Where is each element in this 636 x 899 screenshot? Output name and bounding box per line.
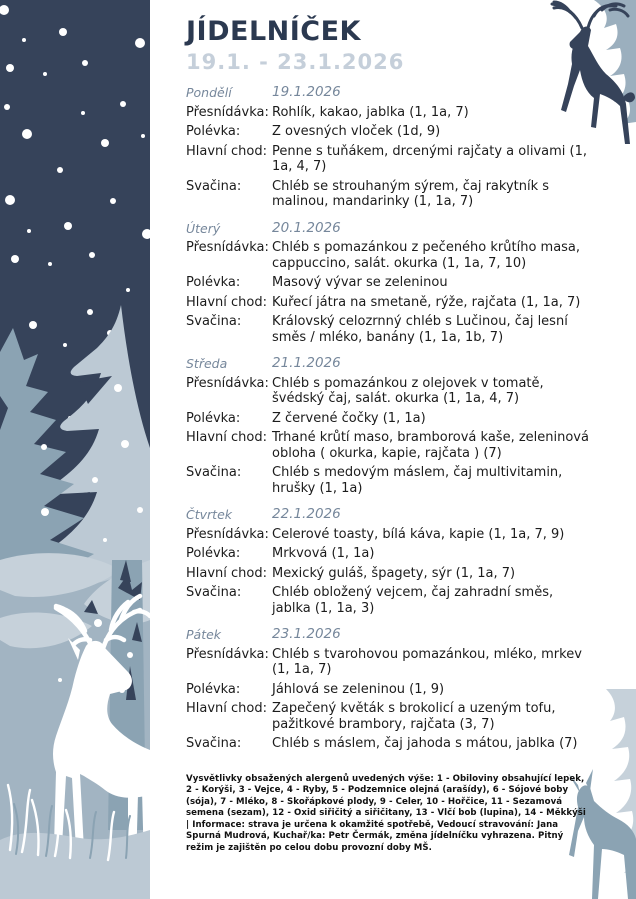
day-date: 19.1.2026 bbox=[272, 84, 341, 101]
meal-row bbox=[186, 527, 589, 543]
meal-value: Penne s tuňákem, drcenými rajčaty a olivami (1, 1a, 4, 7) bbox=[272, 143, 587, 175]
meal-row bbox=[186, 411, 589, 427]
meal-value: Zapečený květák s brokolicí a uzeným tofu, pažitkové brambory, rajčata (3, 7) bbox=[272, 701, 556, 732]
meal-value: Celerové toasty, bílá káva, kapie (1, 1a, 7, 9) bbox=[272, 526, 565, 542]
menu-content bbox=[186, 16, 589, 854]
day-name: Čtvrtek bbox=[186, 507, 232, 523]
meal-value: Jáhlová se zeleninou (1, 9) bbox=[272, 681, 445, 697]
meal-label: Přesnídávka: bbox=[186, 526, 269, 542]
meal-row bbox=[186, 585, 589, 616]
meal-value: Mexický guláš, špagety, sýr (1, 1a, 7) bbox=[272, 565, 516, 581]
meal-value: Masový vývar se zeleninou bbox=[272, 275, 448, 291]
meal-value: Chléb s tvarohovou pomazánkou, mléko, mrkev (1, 1a, 7) bbox=[272, 646, 582, 678]
meal-value: Z červené čočky (1, 1a) bbox=[272, 410, 426, 426]
meal-row bbox=[186, 240, 589, 271]
meal-row bbox=[186, 682, 589, 698]
meal-row bbox=[186, 701, 589, 732]
meal-label: Hlavní chod: bbox=[186, 143, 268, 159]
winter-scene-left bbox=[0, 0, 150, 899]
day-name: Středa bbox=[186, 356, 228, 372]
meal-row bbox=[186, 736, 589, 752]
meal-row bbox=[186, 465, 589, 496]
meal-label: Hlavní chod: bbox=[186, 430, 268, 446]
meal-label: Hlavní chod: bbox=[186, 294, 268, 310]
meal-value: Chléb s medovým máslem, čaj multivitamin, hrušky (1, 1a) bbox=[272, 465, 563, 496]
meal-value: Chléb s máslem, čaj jahoda s mátou, jablka (7) bbox=[272, 736, 578, 752]
meal-value: Kuřecí játra na smetaně, rýže, rajčata (1, 1a, 7) bbox=[272, 294, 581, 310]
day-date: 21.1.2026 bbox=[272, 355, 341, 372]
meal-label: Polévka: bbox=[186, 546, 241, 562]
meal-label: Svačina: bbox=[186, 585, 242, 601]
meal-row bbox=[186, 179, 589, 210]
meal-value: Rohlík, kakao, jablka (1, 1a, 7) bbox=[272, 104, 469, 120]
meal-label: Svačina: bbox=[186, 314, 242, 330]
day-section-tuesday bbox=[186, 221, 589, 346]
meal-value: Chléb se strouhaným sýrem, čaj rakytník s malinou, mandarinky (1, 1a, 7) bbox=[272, 178, 550, 210]
page-title: JÍDELNÍČEK bbox=[186, 16, 361, 47]
meal-row bbox=[186, 376, 589, 407]
meal-label: Přesnídávka: bbox=[186, 646, 269, 662]
day-name: Pátek bbox=[186, 627, 222, 643]
meal-value: Chléb s pomazánkou z olejovek v tomatě, švédský čaj, salát. okurka (1, 1a, 4, 7) bbox=[272, 375, 544, 407]
meal-label: Polévka: bbox=[186, 124, 241, 140]
meal-value: Trhané krůtí maso, bramborová kaše, zeleninová obloha ( okurka, kapie, rajčata ) (7) bbox=[272, 430, 589, 461]
day-date: 22.1.2026 bbox=[272, 506, 341, 523]
meal-row bbox=[186, 314, 589, 345]
meal-row bbox=[186, 124, 589, 140]
meal-row bbox=[186, 144, 589, 175]
meal-label: Polévka: bbox=[186, 275, 241, 291]
day-section-monday bbox=[186, 85, 589, 210]
meal-label: Svačina: bbox=[186, 178, 242, 194]
meal-row bbox=[186, 295, 589, 311]
meal-label: Hlavní chod: bbox=[186, 701, 268, 717]
meal-row bbox=[186, 546, 589, 562]
meal-label: Polévka: bbox=[186, 410, 241, 426]
meal-label: Přesnídávka: bbox=[186, 375, 269, 391]
meal-row bbox=[186, 566, 589, 582]
meal-value: Mrkvová (1, 1a) bbox=[272, 546, 375, 562]
meal-row bbox=[186, 647, 589, 678]
date-range: 19.1. - 23.1.2026 bbox=[186, 50, 405, 75]
day-name: Pondělí bbox=[186, 85, 232, 101]
day-section-wednesday bbox=[186, 356, 589, 496]
day-section-thursday bbox=[186, 507, 589, 616]
meal-label: Polévka: bbox=[186, 681, 241, 697]
meal-row bbox=[186, 275, 589, 291]
meal-value: Chléb obložený vejcem, čaj zahradní směs, jablka (1, 1a, 3) bbox=[272, 585, 554, 616]
meal-label: Přesnídávka: bbox=[186, 240, 269, 256]
day-section-friday bbox=[186, 627, 589, 752]
meal-label: Svačina: bbox=[186, 736, 242, 752]
day-date: 23.1.2026 bbox=[272, 626, 341, 643]
meal-row bbox=[186, 430, 589, 461]
meal-row bbox=[186, 105, 589, 121]
day-date: 20.1.2026 bbox=[272, 219, 341, 236]
meal-value: Královský celozrnný chléb s Lučinou, čaj lesní směs / mléko, banány (1, 1a, 1b, 7) bbox=[272, 314, 568, 345]
meal-label: Přesnídávka: bbox=[186, 104, 269, 120]
meal-label: Hlavní chod: bbox=[186, 565, 268, 581]
meal-value: Z ovesných vloček (1d, 9) bbox=[272, 124, 441, 140]
pine-branch bbox=[594, 0, 636, 124]
allergen-footnote: Vysvětlivky obsažených alergenů uvedených výše: 1 - Obiloviny obsahující lepek, 2 - Korýši, 3 - Vejce, 4 - Ryby, 5 - Podzemnice olejná (arašídy), 6 - Sójové boby (sója), 7 - Mléko, 8 - Skořápkové plody, 9 - Celer, 10 - Hořčice, 11 - Sezamová semena (sezam), 12 - Oxid siřičitý a siřičitany, 13 - Vlčí bob (lupina), 14 - Měkkýši | Informace: strava je určena k okamžité spotřebě, Vedoucí stravování: Jana Spurná Mudrová, Kuchař/ka: Petr Čermák, změna jídelníčku vyhrazena. Pitný režim je zajištěn po celou dobu provozní doby MŠ. bbox=[186, 773, 586, 853]
day-name: Úterý bbox=[186, 220, 221, 236]
meal-label: Svačina: bbox=[186, 465, 242, 481]
meal-value: Chléb s pomazánkou z pečeného krůtího masa, cappuccino, salát. okurka (1, 1a, 7, 10) bbox=[272, 240, 581, 271]
